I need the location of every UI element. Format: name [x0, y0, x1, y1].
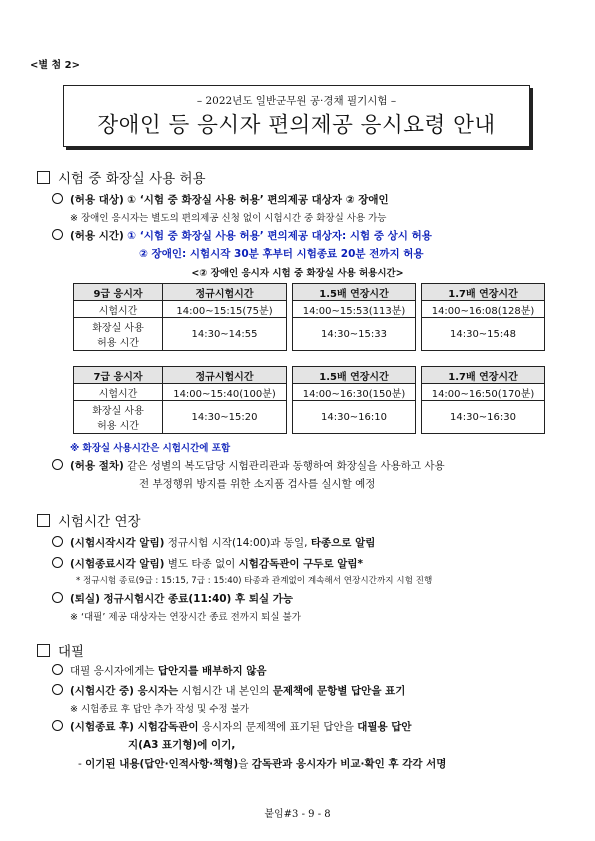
- table-row: 시험시간 14:00~15:15(75분) 14:00~15:53(113분) 14:00~16:08(128분): [74, 301, 545, 318]
- restroom-target-line: (허용 대상) ① ‘시험 중 화장실 사용 허용’ 편의제공 대상자 ② 장애인: [52, 192, 389, 207]
- circle-bullet-icon: [52, 459, 63, 470]
- table-row: 화장실 사용 허용 시간 14:30~14:55 14:30~15:33 14:30~15:48: [74, 318, 545, 351]
- proxy-line3-cont: 지(A3 표기형)에 이기,: [128, 739, 236, 751]
- end-notice-line: (시험종료시각 알림) 별도 타종 없이 시험감독관이 구두로 알림*: [52, 556, 363, 571]
- table-row: 화장실 사용 허용 시간 14:30~15:20 14:30~16:10 14:30~16:30: [74, 401, 545, 434]
- table-row: 시험시간 14:00~15:40(100분) 14:00~16:30(150분) 14:00~16:50(170분): [74, 384, 545, 401]
- restroom-table-grade7: [73, 366, 545, 434]
- table-note: ※ 화장실 사용시간은 시험시간에 포함: [70, 443, 231, 454]
- proxy-line3: (시험종료 후) 시험감독관이 응시자의 문제책에 표기된 답안을 대필용 답안: [52, 719, 412, 734]
- circle-bullet-icon: [52, 229, 63, 240]
- restroom-time-line2: ② 장애인: 시험시작 30분 후부터 시험종료 20분 전까지 허용: [139, 248, 424, 260]
- table-header-row: 9급 응시자 정규시험시간 1.5배 연장시간 1.7배 연장시간: [74, 284, 545, 301]
- proxy-line2-note: ※ 시험종료 후 답안 추가 작성 및 수정 불가: [70, 704, 249, 715]
- proxy-line2: (시험시간 중) 응시자는 시험시간 내 본인의 문제책에 문항별 답안을 표기: [52, 683, 405, 698]
- page-footer: 붙임#3 - 9 - 8: [264, 809, 331, 820]
- circle-bullet-icon: [52, 684, 63, 695]
- square-bullet-icon: [37, 514, 50, 527]
- circle-bullet-icon: [52, 592, 63, 603]
- start-notice-line: (시험시작시각 알림) 정규시험 시작(14:00)과 동일, 타종으로 알림: [52, 535, 375, 550]
- restroom-procedure-line: (허용 절차) 같은 성별의 복도담당 시험관리관과 동행하여 화장실을 사용하고 사용: [52, 458, 445, 473]
- section-heading-restroom: 시험 중 화장실 사용 허용: [37, 167, 206, 187]
- table-caption: <② 장애인 응시자 시험 중 화장실 사용 허용시간>: [191, 268, 404, 279]
- page-title: 장애인 등 응시자 편의제공 응시요령 안내: [97, 113, 496, 138]
- exit-line: (퇴실) 정규시험시간 종료(11:40) 후 퇴실 가능: [52, 591, 293, 606]
- section-heading-extension: 시험시간 연장: [37, 510, 141, 530]
- exit-note: ※ ‘대필’ 제공 대상자는 연장시간 종료 전까지 퇴실 불가: [70, 612, 301, 623]
- attachment-label: <별 첨 2>: [30, 60, 80, 71]
- end-notice-note: * 정규시험 종료(9급 : 15:15, 7급 : 15:40) 타종과 관계없이 계속해서 연장시간까지 시험 진행: [76, 576, 433, 586]
- restroom-table-grade9: [73, 283, 545, 351]
- restroom-time-line: (허용 시간) ① ‘시험 중 화장실 사용 허용’ 편의제공 대상자: 시험 중 상시 허용: [52, 228, 432, 243]
- table-header-row: 7급 응시자 정규시험시간 1.5배 연장시간 1.7배 연장시간: [74, 367, 545, 384]
- restroom-target-note: ※ 장애인 응시자는 별도의 편의제공 신청 없이 시험시간 중 화장실 사용 가능: [70, 213, 387, 224]
- proxy-line4: - 이기된 내용(답안·인적사항·책형)을 감독관과 응시자가 비교·확인 후 각각 서명: [78, 758, 447, 770]
- circle-bullet-icon: [52, 720, 63, 731]
- circle-bullet-icon: [52, 536, 63, 547]
- circle-bullet-icon: [52, 193, 63, 204]
- section-heading-proxy: 대필: [37, 640, 84, 660]
- circle-bullet-icon: [52, 664, 63, 675]
- page-subtitle: – 2022년도 일반군무원 공·경채 필기시험 –: [196, 95, 397, 107]
- restroom-procedure-line2: 전 부정행위 방지를 위한 소지품 검사를 실시할 예정: [139, 478, 376, 490]
- square-bullet-icon: [37, 644, 50, 657]
- circle-bullet-icon: [52, 557, 63, 568]
- square-bullet-icon: [37, 171, 50, 184]
- proxy-line1: 대필 응시자에게는 답안지를 배부하지 않음: [52, 663, 267, 678]
- title-box: [63, 85, 530, 147]
